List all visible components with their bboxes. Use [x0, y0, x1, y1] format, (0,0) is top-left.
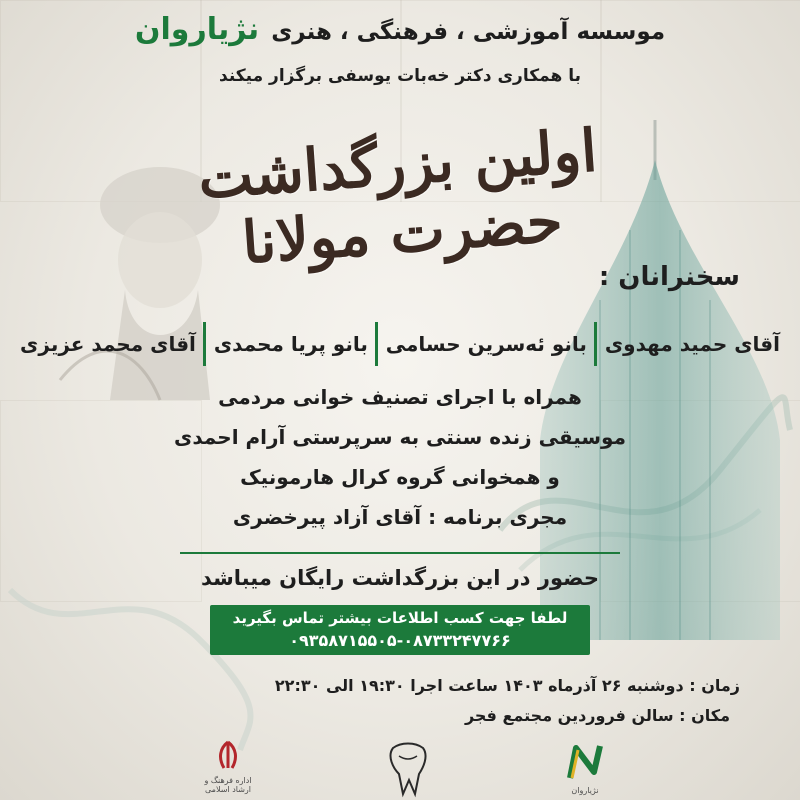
ministry-logo-caption: اداره فرهنگ و ارشاد اسلامی: [204, 776, 252, 794]
brand-logo: [550, 742, 620, 798]
contact-phones: ۰۹۳۵۸۷۱۵۵۰۵-۰۸۷۳۳۲۴۷۷۶۶: [289, 631, 511, 650]
event-headline: اولین بزرگداشت حضرت مولانا: [195, 116, 600, 278]
event-time: زمان : دوشنبه ۲۶ آذرماه ۱۴۰۳ ساعت اجرا ۱۹:۳۰ الی ۲۲:۳۰: [274, 676, 740, 695]
organizer-line: [0, 12, 800, 47]
section-divider: [180, 552, 620, 554]
program-line: موسیقی زنده سنتی به سرپرستی آرام احمدی: [174, 425, 626, 449]
contact-title: لطفا جهت کسب اطلاعات بیشتر تماس بگیرید: [232, 609, 568, 627]
contact-box: [210, 605, 590, 655]
tooth-icon: [385, 740, 431, 798]
speaker-name: آقای حمید مهدوی: [604, 332, 780, 356]
event-venue: مکان : سالن فروردین مجتمع فجر: [464, 706, 730, 725]
speakers-row: [20, 322, 780, 366]
speakers-label: سخنرانان :: [598, 262, 740, 292]
organizer-prefix: موسسه آموزشی ، فرهنگی ، هنری: [271, 19, 666, 45]
floral-swirl-decoration: [0, 560, 260, 760]
speaker-divider: [203, 322, 206, 366]
speaker-name: بانو ئەسرین حسامی: [385, 332, 587, 356]
program-line: مجری برنامه : آقای آزاد پیرخضری: [232, 505, 568, 529]
brand-logo-caption: نژیاروان: [571, 786, 599, 795]
iran-emblem-icon: [198, 738, 258, 772]
program-line: همراه با اجرای تصنیف خوانی مردمی: [218, 385, 582, 409]
brand-name: نژیاروان: [134, 12, 260, 47]
dental-logo: [385, 740, 431, 798]
collaboration-line: با همکاری دکتر خەبات یوسفی برگزار میکند: [219, 66, 581, 86]
program-line: و همخوانی گروه کرال هارمونیک: [240, 465, 560, 489]
free-entry-notice: حضور در این بزرگداشت رایگان میباشد: [201, 566, 599, 590]
speaker-divider: [594, 322, 597, 366]
speaker-name: بانو پریا محمدی: [213, 332, 368, 356]
brand-n-icon: [550, 742, 620, 782]
ministry-logo: [198, 738, 258, 798]
speaker-name: آقای محمد عزیزی: [20, 332, 196, 356]
speaker-divider: [375, 322, 378, 366]
